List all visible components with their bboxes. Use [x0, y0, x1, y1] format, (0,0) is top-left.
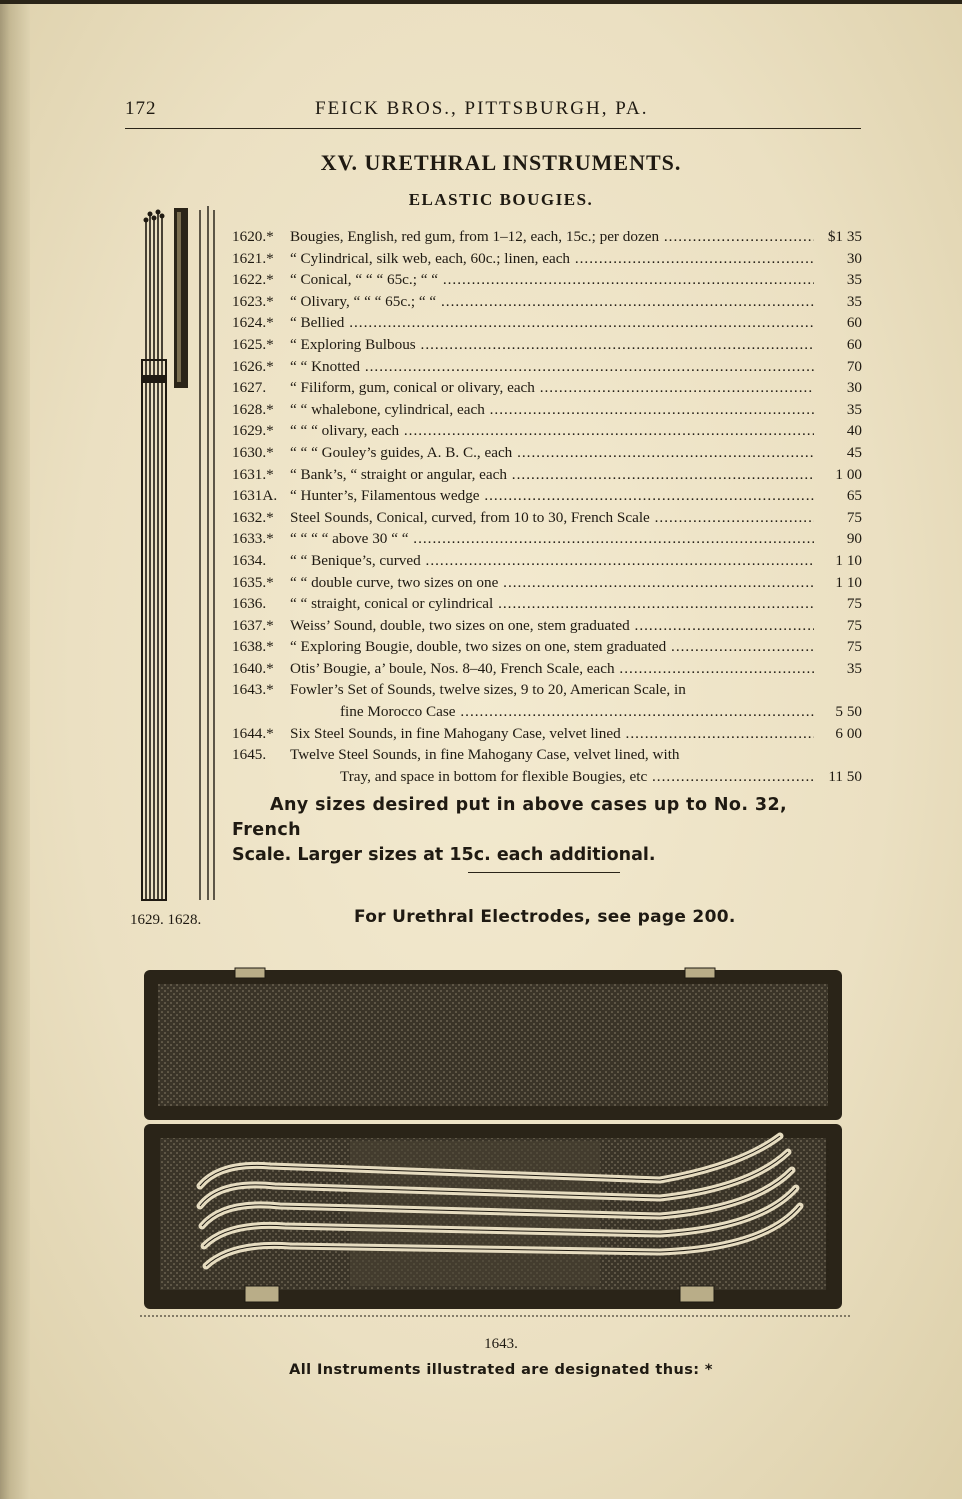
catalog-number: 1631A. [232, 487, 278, 505]
item-description: Six Steel Sounds, in fine Mahogany Case, velvet lined ..... [290, 723, 814, 745]
item-price: 30 [846, 249, 862, 267]
catalog-number: 1644.* [232, 724, 274, 742]
catalog-number: 1628.* [232, 400, 274, 418]
catalog-number: 1635.* [232, 573, 274, 591]
price-list-row [232, 507, 862, 529]
item-description: “ Olivary, “ “ “ 65c.; “ “ ..... [290, 291, 814, 313]
catalog-number: 1636. [232, 595, 267, 613]
price-list-row [232, 572, 862, 594]
price-list-row [232, 593, 862, 615]
catalog-number: 1623.* [232, 292, 274, 310]
item-description: “ Exploring Bougie, double, two sizes on one, stem graduated ..... [290, 636, 814, 658]
price-list-row [232, 550, 862, 572]
price-list-row [232, 442, 862, 464]
item-description: Steel Sounds, Conical, curved, from 10 to 30, French Scale ..... [290, 507, 814, 529]
item-price: 1 10 [835, 573, 862, 591]
item-price: $1 35 [827, 228, 862, 245]
item-description: Weiss’ Sound, double, two sizes on one, stem graduated ..... [290, 615, 814, 637]
price-list-row [232, 528, 862, 550]
item-price: 60 [846, 335, 862, 353]
price-list-row [232, 636, 862, 658]
catalog-number: 1640.* [232, 659, 274, 677]
item-price: 75 [846, 638, 862, 656]
item-description: “ Cylindrical, silk web, each, 60c.; linen, each ..... [290, 248, 814, 270]
price-list-row [232, 615, 862, 637]
item-price: 1 10 [835, 551, 862, 569]
price-list-row [232, 312, 862, 334]
item-description: Otis’ Bougie, a’ boule, Nos. 8–40, French Scale, each ..... [290, 658, 814, 680]
item-description: Twelve Steel Sounds, in fine Mahogany Case, velvet lined, with [290, 746, 680, 764]
item-description: “ “ “ Gouley’s guides, A. B. C., each ..... [290, 442, 814, 464]
price-list-row [232, 291, 862, 313]
catalog-number: 1632.* [232, 508, 274, 526]
catalog-number: 1638.* [232, 638, 274, 656]
book-spine-shadow [0, 0, 30, 1499]
bougies-illustration [128, 200, 228, 910]
item-price: 1 00 [835, 465, 862, 483]
section-subtitle: ELASTIC BOUGIES. [408, 190, 594, 209]
item-description: Bougies, English, red gum, from 1–12, each, 15c.; per dozen ..... [290, 226, 814, 248]
item-price: 5 50 [835, 703, 862, 721]
item-description: “ Exploring Bulbous ..... [290, 334, 814, 356]
catalog-number: 1625.* [232, 335, 274, 353]
page-number: 172 [125, 98, 157, 119]
catalog-number: 1621.* [232, 249, 274, 267]
catalog-number: 1629.* [232, 422, 274, 440]
sizes-note-line-1: Any sizes desired put in above cases up to No. 32, French [232, 795, 788, 840]
item-price: 6 00 [835, 724, 862, 742]
item-price: 35 [846, 400, 862, 418]
item-price: 30 [846, 379, 862, 397]
instrument-case-illustration [140, 966, 850, 1326]
item-description: “ “ double curve, two sizes on one ..... [290, 572, 814, 594]
header-rule [125, 128, 861, 129]
item-description: “ “ “ “ above 30 “ “ ..... [290, 528, 814, 550]
price-list-row [232, 464, 862, 486]
price-list-row [232, 269, 862, 291]
item-price: 35 [846, 292, 862, 310]
item-price: 35 [846, 659, 862, 677]
item-price: 45 [846, 443, 862, 461]
price-list-row [232, 766, 862, 788]
item-price: 40 [846, 422, 862, 440]
catalog-number: 1645. [232, 746, 267, 764]
price-list-row [232, 701, 862, 723]
item-price: 75 [846, 616, 862, 634]
item-price: 60 [846, 314, 862, 332]
price-list-row [232, 226, 862, 248]
price-list-row [232, 744, 862, 766]
catalog-number: 1622.* [232, 271, 274, 289]
price-list-row [232, 399, 862, 421]
item-description: Fowler’s Set of Sounds, twelve sizes, 9 to 20, American Scale, in [290, 681, 686, 699]
item-description: “ “ “ olivary, each ..... [290, 420, 814, 442]
catalog-number: 1631.* [232, 465, 274, 483]
item-price: 90 [846, 530, 862, 548]
item-description: “ Hunter’s, Filamentous wedge ..... [290, 485, 814, 507]
item-description: fine Morocco Case ..... [340, 701, 814, 723]
catalog-number: 1620.* [232, 228, 274, 245]
item-description: “ Bellied ..... [290, 312, 814, 334]
item-description: “ “ Knotted ..... [290, 356, 814, 378]
top-edge [0, 0, 962, 4]
item-description: Tray, and space in bottom for flexible Bougies, etc ..... [340, 766, 814, 788]
item-price: 75 [846, 595, 862, 613]
price-list-row [232, 248, 862, 270]
page-header [125, 98, 860, 130]
price-list [232, 226, 862, 787]
designation-footnote: All Instruments illustrated are designated thus: * [289, 1362, 713, 1378]
item-description: “ “ whalebone, cylindrical, each ..... [290, 399, 814, 421]
divider-rule [468, 872, 620, 873]
catalog-number: 1633.* [232, 530, 274, 548]
catalog-number: 1634. [232, 551, 267, 569]
running-head: FEICK BROS., PITTSBURGH, PA. [315, 98, 649, 119]
item-description: “ Filiform, gum, conical or olivary, each ..... [290, 377, 814, 399]
price-list-row [232, 334, 862, 356]
sizes-note-line-2: Scale. Larger sizes at 15c. each additional. [232, 845, 656, 865]
item-description: “ “ Benique’s, curved ..... [290, 550, 814, 572]
price-list-row [232, 356, 862, 378]
price-list-row [232, 485, 862, 507]
catalog-number: 1626.* [232, 357, 274, 375]
price-list-row [232, 658, 862, 680]
catalog-number: 1627. [232, 379, 267, 397]
catalog-number: 1637.* [232, 616, 274, 634]
section-title: XV. URETHRAL INSTRUMENTS. [320, 150, 682, 175]
item-price: 75 [846, 508, 862, 526]
catalog-number: 1643.* [232, 681, 274, 699]
item-description: “ Bank’s, “ straight or angular, each ..... [290, 464, 814, 486]
item-price: 65 [846, 487, 862, 505]
price-list-row [232, 420, 862, 442]
item-price: 70 [846, 357, 862, 375]
item-description: “ Conical, “ “ “ 65c.; “ “ ..... [290, 269, 814, 291]
item-description: “ “ straight, conical or cylindrical ..... [290, 593, 814, 615]
price-list-row [232, 377, 862, 399]
catalog-number: 1630.* [232, 443, 274, 461]
item-price: 35 [846, 271, 862, 289]
case-caption: 1643. [484, 1336, 518, 1352]
price-list-row [232, 679, 862, 701]
figure-labels: 1629. 1628. [130, 912, 202, 928]
item-price: 11 50 [828, 767, 862, 785]
catalog-number: 1624.* [232, 314, 274, 332]
cross-reference: For Urethral Electrodes, see page 200. [354, 907, 736, 927]
sizes-note [232, 793, 862, 868]
price-list-row [232, 723, 862, 745]
